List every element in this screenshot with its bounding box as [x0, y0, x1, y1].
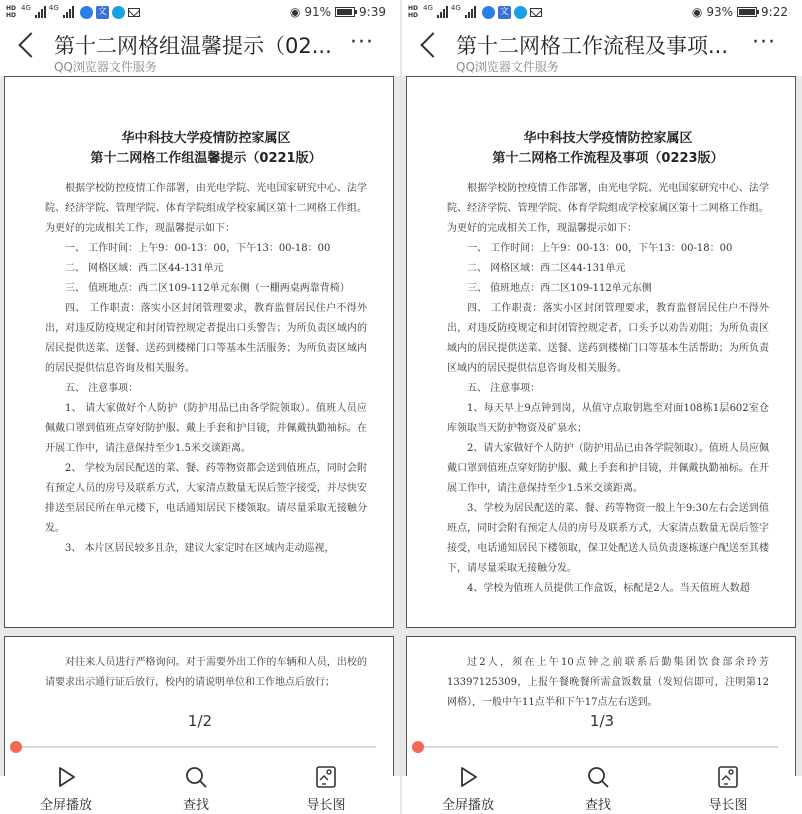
doc-paragraph: 4、学校为值班人员提供工作盒饭，标配是2人。当天值班人数超	[467, 583, 750, 594]
more-dots-icon[interactable]: ···	[350, 30, 374, 55]
bottom-toolbar	[402, 756, 802, 814]
play-icon	[54, 765, 78, 789]
export-long-image-button[interactable]	[688, 764, 768, 813]
doc-paragraph: 四、 工作职责：落实小区封闭管理要求，教育监督居民住户不得外出，对违反防疫规定和封闭管控规定者提出口头警告；为所负责区域内的居民提供送菜、送餐、送药到楼梯门口等基本生活服务；为所负责区域内的居民提供信息咨询及相关服务。	[45, 303, 367, 374]
document-title: 第十二网格组温馨提示（02...	[54, 34, 332, 58]
battery-percent: 91%	[304, 5, 332, 19]
document-source: QQ浏览器文件服务	[456, 60, 559, 74]
eye-icon: ◉	[691, 5, 703, 19]
document-page	[406, 636, 796, 776]
page-progress-slider[interactable]	[416, 746, 778, 748]
page-indicator: 1/3	[589, 712, 615, 730]
doc-paragraph: 2、请大家做好个人防护（防护用品已由各学院领取）。值班人员应佩戴口罩到值班点穿好防护服、戴上手套和护目镜，并佩戴执勤袖标。在开展工作中，请注意保持至少1.5米交谈距离。	[447, 443, 769, 494]
doc-paragraph: 对往来人员进行严格询问。对于需要外出工作的车辆和人员，出校的请要求出示通行证后放行，校内的请说明单位和工作地点后放行；	[45, 657, 367, 688]
battery-percent: 93%	[706, 5, 734, 19]
doc-subheading: 第十二网格工作流程及事项（0223版）	[492, 151, 724, 166]
document-viewer[interactable]	[402, 76, 802, 776]
battery-icon	[335, 7, 355, 17]
fullscreen-button[interactable]	[428, 764, 508, 813]
status-bar	[0, 0, 400, 26]
find-button[interactable]	[558, 764, 638, 813]
app-header	[0, 26, 400, 76]
bottom-toolbar	[0, 756, 400, 814]
left-screen	[0, 0, 400, 814]
find-label: 查找	[182, 798, 209, 813]
document-source: QQ浏览器文件服务	[54, 60, 157, 74]
network-label: 4G	[21, 4, 31, 12]
app-notification-icon	[482, 6, 495, 19]
find-button[interactable]	[156, 764, 236, 813]
doc-paragraph: 过2人，须在上午10点钟之前联系后勤集团饮食部余玲芳13397125309，上报午餐晚餐所需盒饭数量（发短信即可，注明第12网格），一般中午11点半和下午17点左右送到。	[447, 657, 769, 708]
doc-paragraph: 三、 值班地点：西二区109-112单元东侧	[467, 283, 652, 294]
long-image-icon	[314, 765, 338, 789]
page-indicator: 1/2	[187, 712, 213, 730]
long-image-icon	[716, 765, 740, 789]
doc-paragraph: 二、 网格区域：西二区44-131单元	[467, 263, 626, 274]
document-title: 第十二网格工作流程及事项...	[456, 34, 729, 58]
fullscreen-label: 全屏播放	[441, 798, 494, 813]
doc-paragraph: 2、 学校为居民配送的菜、餐、药等物资都会送到值班点，同时会附有预定人员的房号及联系方式，大家清点数量无误后签字接受，并尽快安排送至居民所在单元楼下，电话通知居民下楼领取。请尽量采取无接触分发。	[45, 463, 367, 534]
fullscreen-label: 全屏播放	[39, 798, 92, 813]
find-label: 查找	[584, 798, 611, 813]
export-label: 导长图	[306, 798, 346, 813]
mail-icon	[128, 8, 140, 17]
browser-app-icon	[112, 6, 125, 19]
back-arrow-icon[interactable]	[18, 32, 43, 57]
network-label: 4G	[423, 4, 433, 12]
signal-icon	[437, 6, 448, 18]
doc-paragraph: 五、 注意事项：	[65, 383, 139, 394]
battery-icon	[737, 7, 757, 17]
clock: 9:22	[761, 5, 788, 19]
doc-paragraph: 3、学校为居民配送的菜、餐、药等物资一般上午9:30左右会送到值班点，同时会附有预定人员的房号及联系方式，大家清点数量无误后签字接受，电话通知居民下楼领取，保卫处配送人员负责逐栋逐户配送至其楼下，请尽量采取无接触分发。	[447, 503, 769, 574]
signal-icon	[63, 6, 74, 18]
doc-heading: 华中科技大学疫情防控家属区	[523, 131, 693, 146]
sim-indicator: HD HD	[6, 5, 17, 19]
search-icon	[184, 765, 208, 789]
signal-icon	[35, 6, 46, 18]
doc-paragraph: 1、 请大家做好个人防护（防护用品已由各学院领取）。值班人员应佩戴口罩到值班点穿好防护服、戴上手套和护目镜，并佩戴执勤袖标。在开展工作中，请注意保持至少1.5米交谈距离。	[45, 403, 367, 454]
fullscreen-button[interactable]	[26, 764, 106, 813]
clock: 9:39	[359, 5, 386, 19]
doc-paragraph: 二、 网格区域：西二区44-131单元	[65, 263, 224, 274]
document-viewer[interactable]	[0, 76, 400, 776]
sim-indicator: HD HD	[408, 5, 419, 19]
doc-paragraph: 3、 本片区居民较多且杂，建议大家定时在区域内走动巡视，	[65, 543, 335, 554]
translate-app-icon: 文	[97, 6, 107, 17]
signal-icon	[465, 6, 476, 18]
network-label: 4G	[48, 4, 59, 12]
more-dots-icon[interactable]: ···	[752, 30, 776, 55]
doc-paragraph: 三、 值班地点：西二区109-112单元东侧（一棚两桌两靠背椅）	[65, 283, 350, 294]
browser-app-icon	[514, 6, 527, 19]
export-long-image-button[interactable]	[286, 764, 366, 813]
doc-paragraph: 根据学校防控疫情工作部署，由光电学院、光电国家研究中心、法学院、经济学院、管理学院、体育学院组成学校家属区第十二网格工作组。为更好的完成相关工作，现温馨提示如下：	[45, 183, 367, 234]
doc-subheading: 第十二网格工作组温馨提示（0221版）	[90, 151, 322, 166]
app-notification-icon	[80, 6, 93, 19]
document-page	[4, 636, 394, 776]
network-label: 4G	[450, 4, 461, 12]
progress-knob[interactable]	[10, 741, 22, 753]
doc-paragraph: 一、 工作时间：上午9：00-13：00，下午13：00-18：00	[467, 243, 733, 254]
document-page	[406, 76, 796, 628]
doc-paragraph: 1、每天早上9点钟到岗，从值守点取钥匙至对面108栋1层602室仓库领取当天防护物资及矿泉水；	[447, 403, 769, 434]
translate-app-icon: 文	[499, 6, 509, 17]
doc-paragraph: 根据学校防控疫情工作部署，由光电学院、光电国家研究中心、法学院、经济学院、管理学院、体育学院组成学校家属区第十二网格工作组。为更好的完成相关工作，现温馨提示如下：	[447, 183, 769, 234]
export-label: 导长图	[708, 798, 748, 813]
right-screen	[402, 0, 802, 814]
play-icon	[456, 765, 480, 789]
mail-icon	[530, 8, 542, 17]
back-arrow-icon[interactable]	[420, 32, 445, 57]
document-page	[4, 76, 394, 628]
eye-icon: ◉	[289, 5, 301, 19]
doc-paragraph: 四、 工作职责：落实小区封闭管理要求，教育监督居民住户不得外出，对违反防疫规定和封闭管控规定者，口头予以劝告劝阻；为所负责区域内的居民提供送菜、送餐、送药到楼梯门口等基本生活帮助；为所负责区域内的居民提供信息咨询及相关服务。	[447, 303, 769, 374]
status-bar	[402, 0, 802, 26]
doc-paragraph: 一、 工作时间：上午9：00-13：00，下午13：00-18：00	[65, 243, 331, 254]
app-header	[402, 26, 802, 76]
progress-knob[interactable]	[412, 741, 424, 753]
doc-heading: 华中科技大学疫情防控家属区	[121, 131, 291, 146]
page-progress-slider[interactable]	[14, 746, 376, 748]
doc-paragraph: 五、 注意事项：	[467, 383, 541, 394]
search-icon	[586, 765, 610, 789]
